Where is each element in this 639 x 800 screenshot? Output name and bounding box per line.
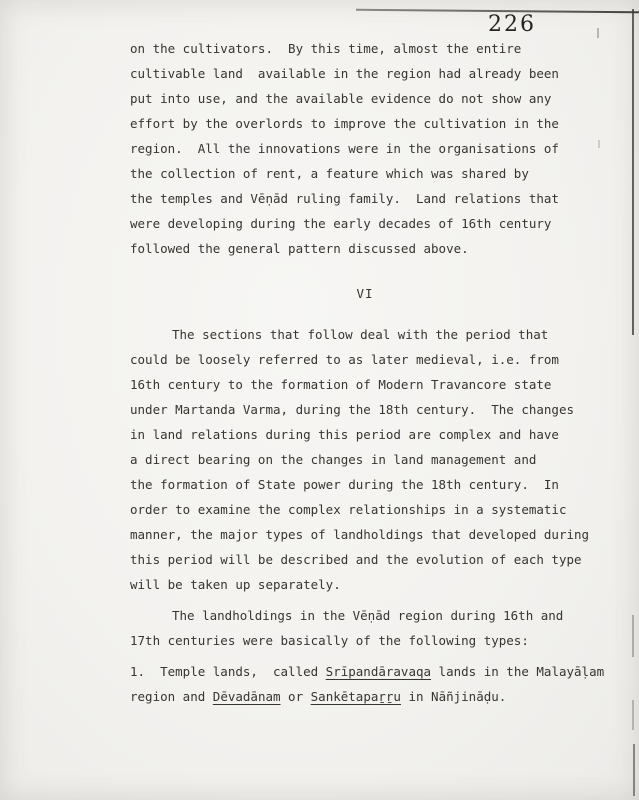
text-segment: in Nāñjināḍu. xyxy=(400,689,507,704)
paragraph-2 xyxy=(130,322,600,597)
text-segment: region and xyxy=(130,689,213,704)
text-line xyxy=(130,684,600,709)
text-line: the temples and Vēṇād ruling family. Land relations that xyxy=(130,191,559,206)
text-line: put into use, and the available evidence do not show any xyxy=(130,91,552,106)
scan-artifact-right-edge-line xyxy=(633,744,635,796)
scan-artifact-right-edge-line xyxy=(632,700,634,730)
text-line: the collection of rent, a feature which was shared by xyxy=(130,166,529,181)
text-line: effort by the overlords to improve the cultivation in the xyxy=(130,116,559,131)
text-line: 16th century to the formation of Modern Travancore state xyxy=(130,377,552,392)
underlined-term: Sankētapaṟṟu xyxy=(310,689,401,704)
text-line: in land relations during this period are complex and have xyxy=(130,427,559,442)
text-line: on the cultivators. By this time, almost the entire xyxy=(130,41,522,56)
text-line: 17th centuries were basically of the following types: xyxy=(130,633,529,648)
text-line: could be loosely referred to as later medieval, i.e. from xyxy=(130,352,559,367)
page-content xyxy=(130,36,605,709)
text-line: the formation of State power during the 18th century. In xyxy=(130,477,559,492)
text-line: were developing during the early decades of 16th century xyxy=(130,216,552,231)
scan-artifact-right-edge-line xyxy=(632,9,634,335)
text-line xyxy=(130,659,605,684)
text-line: manner, the major types of landholdings that developed during xyxy=(130,527,590,542)
list-item-1 xyxy=(130,659,605,709)
text-line: this period will be described and the evolution of each type xyxy=(130,552,582,567)
text-line: region. All the innovations were in the organisations of xyxy=(130,141,559,156)
scan-artifact-right-edge-line xyxy=(632,615,634,657)
text-line: followed the general pattern discussed above. xyxy=(130,241,469,256)
text-line: The sections that follow deal with the period that xyxy=(172,327,549,342)
text-line: order to examine the complex relationships in a systematic xyxy=(130,502,567,517)
page-number: 226 xyxy=(488,12,536,37)
underlined-term: Dēvadānam xyxy=(212,689,281,704)
text-segment: or xyxy=(280,689,311,704)
text-line: The landholdings in the Vēṇād region during 16th and xyxy=(172,608,564,623)
paragraph-1 xyxy=(130,36,600,261)
text-segment: lands in the Malayāḷam xyxy=(431,664,605,679)
text-line: under Martanda Varma, during the 18th century. The changes xyxy=(130,402,575,417)
text-line: cultivable land available in the region had already been xyxy=(130,66,559,81)
text-segment: 1. Temple lands, called xyxy=(130,664,326,679)
text-line: will be taken up separately. xyxy=(130,577,341,592)
paragraph-3 xyxy=(130,603,600,653)
section-heading: VI xyxy=(356,286,374,301)
text-line: a direct bearing on the changes in land management and xyxy=(130,452,537,467)
underlined-term: Srīpandāravaqa xyxy=(325,664,432,679)
